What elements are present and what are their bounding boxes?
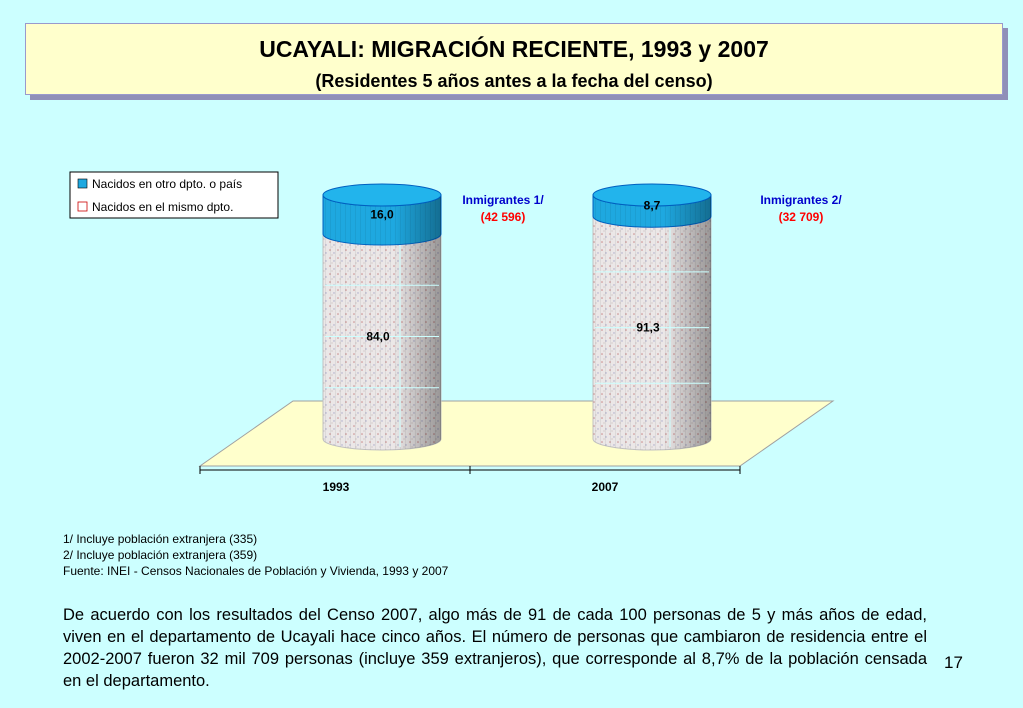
footnote: 1/ Incluye población extranjera (335) [63, 532, 258, 546]
data-label-same: 84,0 [366, 329, 390, 344]
page-number: 17 [944, 653, 963, 672]
category-label: 2007 [591, 480, 619, 494]
legend-swatch-other [78, 179, 87, 188]
annotation-label: Inmigrantes 1/ [462, 193, 544, 207]
annotation-value: (32 709) [778, 210, 824, 224]
chart-floor [200, 401, 833, 466]
legend-label-same: Nacidos en el mismo dpto. [92, 200, 234, 214]
summary-paragraph: De acuerdo con los resultados del Censo 2007, algo más de 91 de cada 100 personas de 5 y más años de edad, viven en el departamento de Ucayali hace cinco años. El número de personas que cambiaron de residencia entre el 2002-2007 fueron 32 mil 709 personas (incluye 359 extranjeros), que corresponde al 8,7% de la población censada en el departamento. [63, 606, 927, 690]
footnotes [63, 531, 448, 579]
category-label: 1993 [322, 480, 350, 494]
data-label-other: 8,7 [643, 198, 661, 213]
bar-top-cap [323, 184, 441, 206]
slide-title: UCAYALI: MIGRACIÓN RECIENTE, 1993 y 2007 [259, 36, 769, 62]
legend-swatch-same [78, 202, 87, 211]
source-note: Fuente: INEI - Censos Nacionales de Población y Vivienda, 1993 y 2007 [63, 564, 449, 578]
data-label-same: 91,3 [636, 320, 660, 335]
annotation-label: Inmigrantes 2/ [760, 193, 842, 207]
data-label-other: 16,0 [370, 207, 394, 222]
slide-subtitle: (Residentes 5 años antes a la fecha del censo) [315, 71, 713, 91]
legend [70, 172, 278, 218]
annotation-value: (42 596) [480, 210, 526, 224]
legend-label-other: Nacidos en otro dpto. o país [92, 177, 243, 191]
footnote: 2/ Incluye población extranjera (359) [63, 548, 258, 562]
